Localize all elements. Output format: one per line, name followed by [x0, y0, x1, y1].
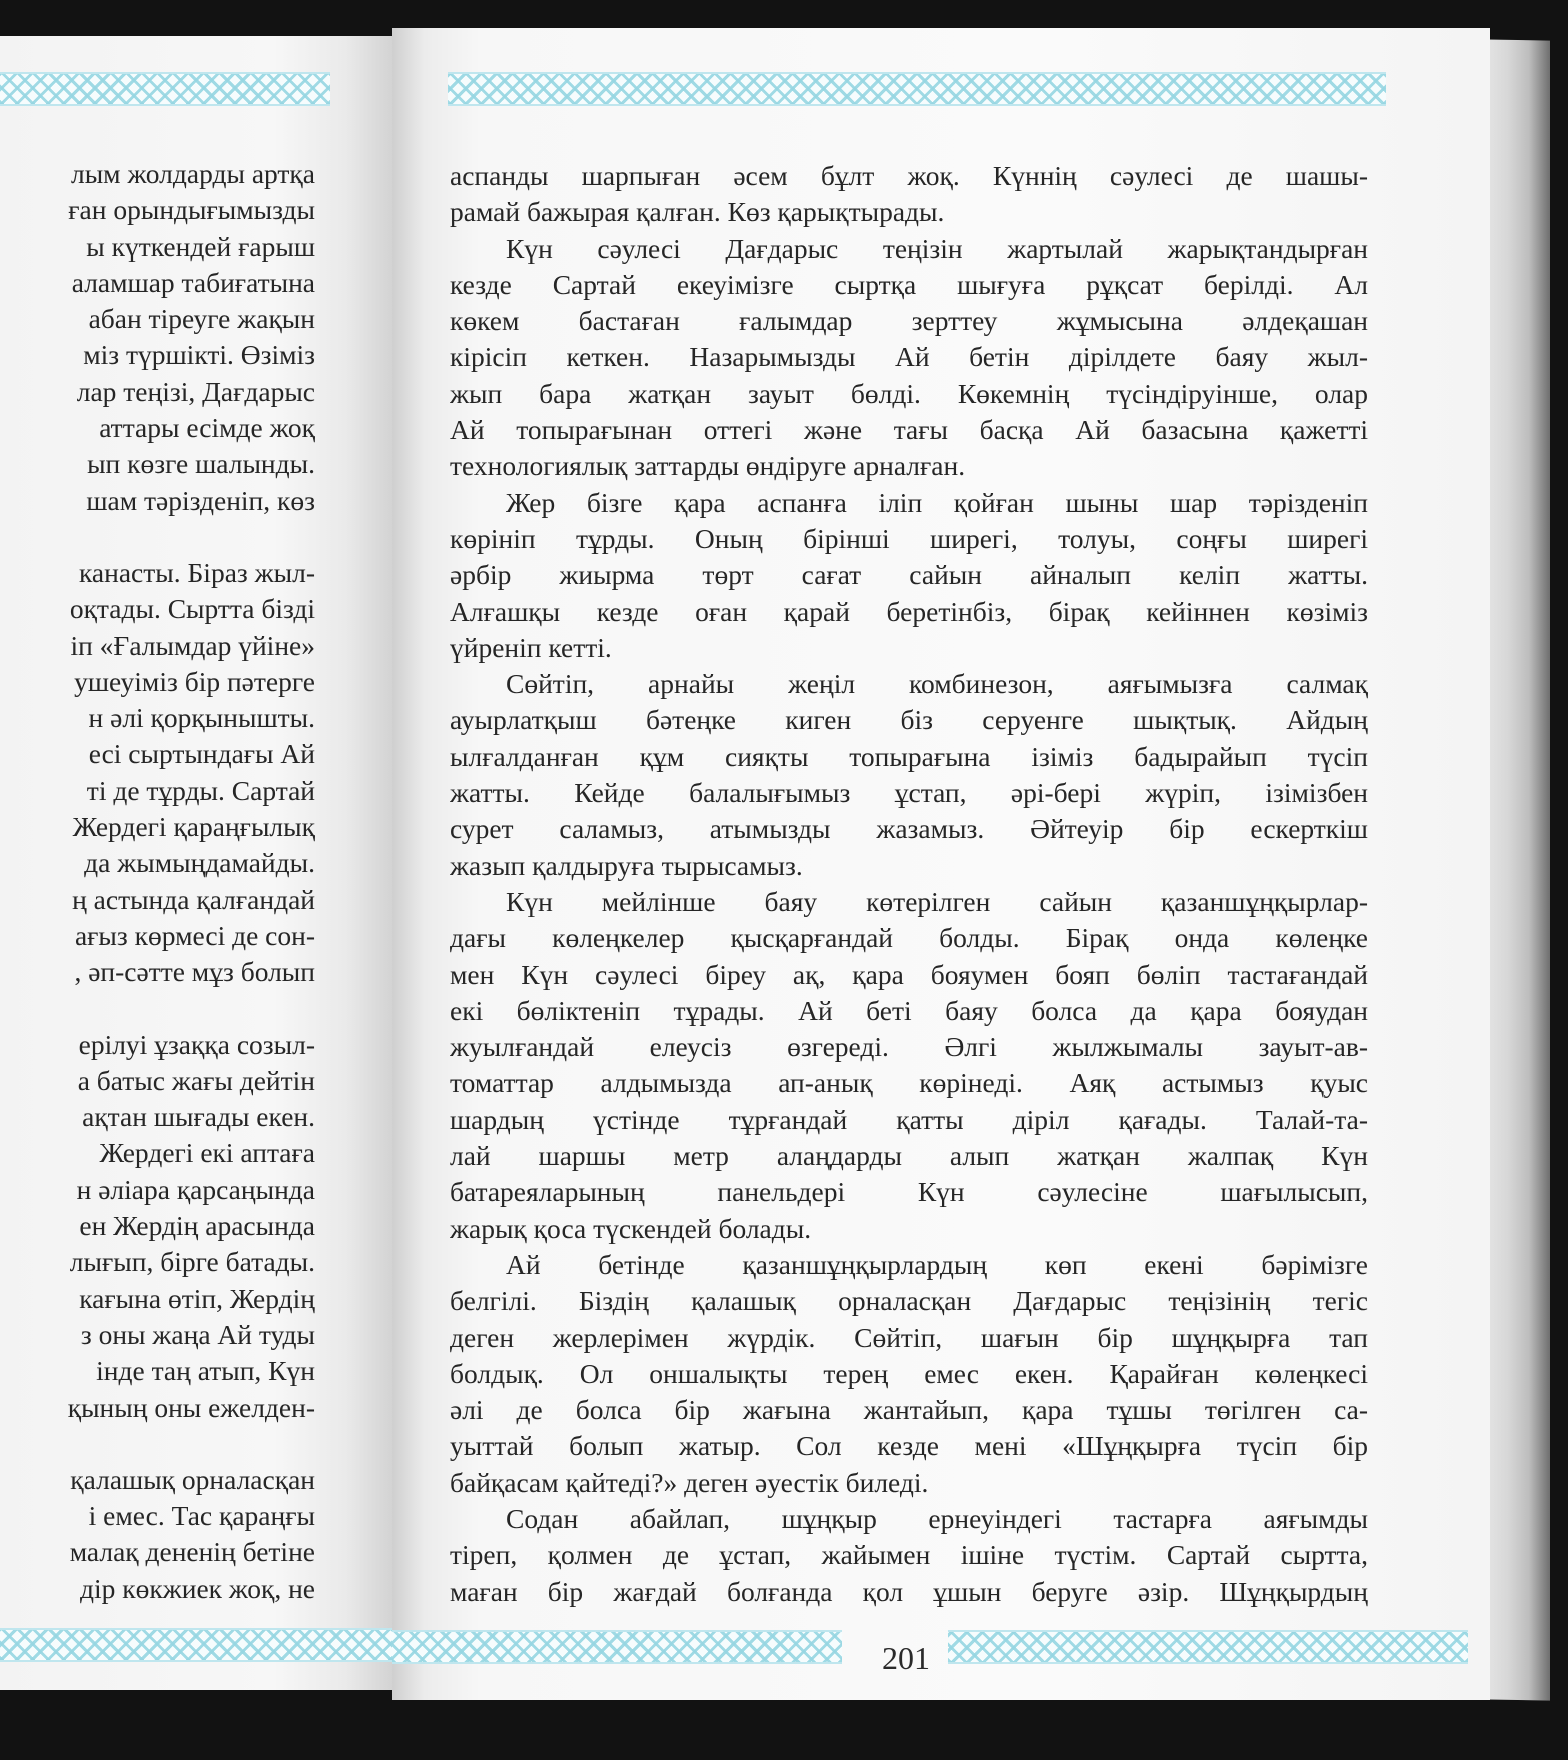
text-line: көрініп тұрды. Оның бірінші ширегі, толуы, соңғы ширегі	[450, 522, 1368, 554]
text-line: ауырлатқыш бәтеңке киген біз серуенге шықтық. Айдың	[450, 704, 1368, 736]
text-line: маған бір жағдай болғанда қол ұшын беруге әзір. Шұңқырдың	[450, 1575, 1368, 1607]
text-line: қының оны ежелден-	[67, 1391, 315, 1423]
text-line: белгілі. Біздің қалашық орналасқан Дағдарыс теңізінің тегіс	[450, 1285, 1368, 1317]
text-line: Жердегі екі аптаға	[99, 1137, 315, 1169]
book-page-edges	[1480, 39, 1550, 1700]
right-page	[392, 28, 1490, 1700]
text-line: н әлі қорқынышты.	[88, 702, 315, 734]
text-line: дағы көлеңкелер қысқарғандай болды. Бірақ онда көлеңке	[450, 922, 1368, 954]
text-line: Содан абайлап, шұңқыр ернеуіндегі тастарға аяғымды	[506, 1502, 1368, 1534]
text-line: оқтады. Сыртта бізді	[69, 593, 315, 625]
text-line: шардың үстінде тұрғандай қатты діріл қағады. Талай-та-	[450, 1103, 1368, 1135]
text-line: батареяларының панельдері Күн сәулесіне шағылысып,	[450, 1176, 1368, 1208]
bottom-ornament-right-b	[948, 1630, 1468, 1664]
text-line: тіреп, қолмен де ұстап, жайымен ішіне түстім. Сартай сыртта,	[450, 1539, 1368, 1571]
text-line: Күн мейлінше баяу көтерілген сайын қазаншұңқырлар-	[506, 885, 1368, 917]
text-line: аспанды шарпыған әсем бұлт жоқ. Күннің сәулесі де шашы-	[450, 160, 1368, 191]
text-line: ушеуіміз бір пәтерге	[74, 665, 315, 697]
text-line: з оны жаңа Ай туды	[80, 1318, 315, 1350]
text-line: абан тіреуге жақын	[88, 303, 315, 335]
text-line: аттары есімде жоқ	[99, 412, 315, 444]
left-page	[0, 36, 392, 1690]
text-line: жазып қалдыруға тырысамыз.	[450, 849, 803, 881]
text-line: а батыс жағы дейтін	[77, 1064, 315, 1096]
text-line: іп «Ғалымдар үйіне»	[70, 629, 315, 661]
text-line: томаттар алдымызда ап-анық көрінеді. Аяқ астымыз қуыс	[450, 1067, 1368, 1099]
text-line: кірісіп кеткен. Назарымызды Ай бетін дірілдете баяу жыл-	[450, 341, 1368, 373]
text-line: н әліара қарсаңында	[76, 1173, 315, 1205]
text-line: аламшар табиғатына	[71, 266, 315, 298]
text-line: дір көкжиек жоқ, не	[80, 1572, 315, 1604]
paragraph-gap	[0, 519, 315, 555]
page-number: 201	[882, 1640, 930, 1676]
text-line: әлі де болса бір жағына жантайып, қара тұшы төгілген са-	[450, 1394, 1368, 1426]
text-line: жарық қоса түскендей болады.	[450, 1212, 812, 1244]
text-line: ып көзге шалынды.	[87, 448, 315, 480]
text-line: малақ дененің бетіне	[69, 1536, 315, 1568]
text-line: болдық. Ол оншалықты терең емес екен. Қарайған көлеңкесі	[450, 1357, 1368, 1389]
top-ornament-left	[0, 72, 330, 106]
text-line: ағыз көрмесі де сон-	[74, 919, 315, 951]
text-line: Ай топырағынан оттегі және тағы басқа Ай базасына қажетті	[450, 414, 1368, 446]
text-line: кағына өтіп, Жердің	[79, 1282, 315, 1314]
text-line: ы күткендей ғарыш	[86, 230, 315, 262]
text-line: уыттай болып жатыр. Сол кезде мені «Шұңқырға түсіп бір	[450, 1430, 1368, 1462]
text-line: Жер бізге қара аспанға іліп қойған шыны шар тәрізденіп	[506, 486, 1368, 518]
text-line: міз түршікті. Өзіміз	[83, 339, 315, 371]
text-line: ерілуі ұзаққа созыл-	[78, 1028, 315, 1060]
text-line: көкем бастаған ғалымдар зерттеу жұмысына әлдеқашан	[450, 305, 1368, 337]
text-line: рамай бажырая қалған. Көз қарықтырады.	[450, 196, 945, 228]
top-ornament-right	[448, 72, 1386, 106]
paragraph-gap	[0, 991, 315, 1027]
text-line: есі сыртындағы Ай	[88, 738, 315, 770]
text-line: Сөйтіп, арнайы жеңіл комбинезон, аяғымызға салмақ	[506, 668, 1368, 700]
text-line: Ай бетінде қазаншұңқырлардың көп екені бәрімізге	[506, 1248, 1368, 1280]
text-line: ті де тұрды. Сартай	[86, 774, 315, 806]
text-line: деген жерлерімен жүрдік. Сөйтіп, шағын бір шұңқырға тап	[450, 1321, 1368, 1353]
text-line: жатты. Кейде балалығымыз ұстап, әрі-бері жүріп, ізімізбен	[450, 777, 1368, 809]
bottom-ornament-right-a	[392, 1630, 842, 1664]
text-line: ақтан шығады екен.	[82, 1101, 315, 1133]
text-line: і емес. Тас қараңғы	[88, 1500, 315, 1532]
text-line: байқасам қайтеді?» деген әуестік биледі.	[450, 1466, 929, 1498]
text-line: лым жолдарды артқа	[70, 158, 315, 189]
text-line: екі бөліктеніп тұрады. Ай беті баяу болса да қара бояудан	[450, 994, 1368, 1026]
text-line: қалашық орналасқан	[70, 1463, 315, 1495]
bottom-ornament-left	[0, 1628, 392, 1662]
text-line: жуылғандай елеусіз өзгереді. Әлгі жылжымалы зауыт-ав-	[450, 1031, 1368, 1063]
text-line: ң астында қалғандай	[72, 883, 315, 915]
right-page-text	[450, 158, 1368, 1610]
text-line: лығып, бірге батады.	[69, 1246, 315, 1278]
text-line: шам тәрізденіп, көз	[86, 484, 315, 516]
text-line: , әп-сәтте мұз болып	[74, 956, 315, 988]
text-line: Жердегі қараңғылық	[72, 811, 315, 843]
text-line: сурет саламыз, атымызды жазамыз. Әйтеуір бір ескерткіш	[450, 813, 1368, 845]
paragraph-gap	[0, 1426, 315, 1462]
text-line: да жымыңдамайды.	[84, 847, 315, 879]
text-line: кезде Сартай екеуімізге сыртқа шығуға рұқсат берілді. Ал	[450, 268, 1368, 300]
text-line: үйреніп кетті.	[450, 631, 612, 663]
text-line: ған орындығымызды	[68, 194, 315, 226]
text-line: ен Жердің арасында	[79, 1210, 315, 1242]
text-line: әрбір жиырма төрт сағат сайын айналып келіп жатты.	[450, 559, 1368, 591]
text-line: лай шаршы метр алаңдарды алып жатқан жалпақ Күн	[450, 1140, 1368, 1172]
text-line: лар теңізі, Дағдарыс	[76, 375, 315, 407]
text-line: ылғалданған құм сияқты топырағына ізіміз бадырайып түсіп	[450, 740, 1368, 772]
left-page-text	[0, 156, 315, 1607]
text-line: канасты. Біраз жыл-	[78, 556, 315, 588]
text-line: Күн сәулесі Дағдарыс теңізін жартылай жарықтандырған	[506, 232, 1368, 264]
text-line: Алғашқы кезде оған қарай беретінбіз, бірақ кейіннен көзіміз	[450, 595, 1368, 627]
text-line: інде таң атып, Күн	[96, 1355, 315, 1387]
text-line: жып бара жатқан зауыт бөлді. Көкемнің түсіндіруінше, олар	[450, 377, 1368, 409]
text-line: мен Күн сәулесі біреу ақ, қара бояумен бояп бөліп тастағандай	[450, 958, 1368, 990]
text-line: технологиялық заттарды өндіруге арналған.	[450, 450, 966, 482]
